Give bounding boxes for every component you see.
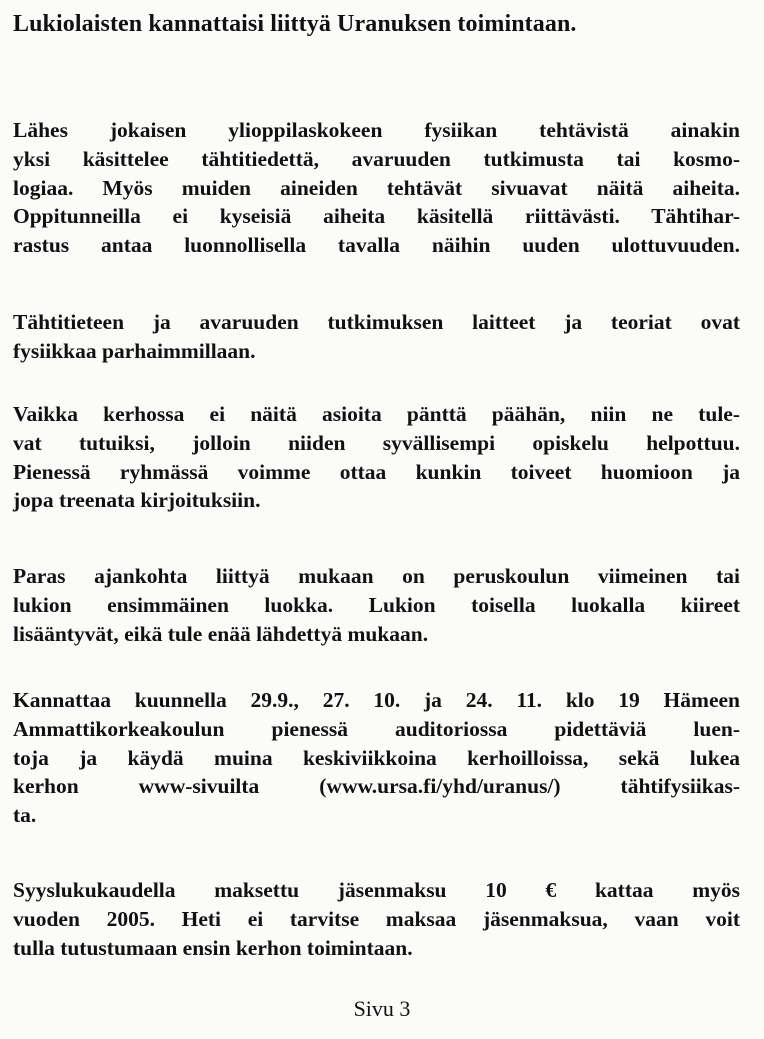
text-line: fysiikkaa parhaimmillaan. [13,338,256,363]
paragraph-club-learning [13,400,740,515]
text-line: lukion ensimmäinen luokka. Lukion toisella luokalla kiireet [13,592,740,617]
text-line: Paras ajankohta liittyä mukaan on peruskoulun viimeinen tai [13,564,740,588]
paragraph-lectures [13,686,740,830]
text-line: logiaa. Myös muiden aineiden tehtävät sivuavat näitä aiheita. [13,175,740,200]
text-line: Lähes jokaisen ylioppilaskokeen fysiikan tehtävistä ainakin [13,118,740,142]
text-line: Oppitunneilla ei kyseisiä aiheita käsitellä riittävästi. Tähtihar- [13,204,740,229]
paragraph-membership-fee [13,876,740,962]
text-line: vuoden 2005. Heti ei tarvitse maksaa jäsenmaksua, vaan voit [13,906,740,931]
text-line: Syyslukukaudella maksettu jäsenmaksu 10 € kattaa myös [13,878,740,902]
text-line: kerhon www-sivuilta (www.ursa.fi/yhd/uranus/) tähtifysiikas- [13,774,740,799]
text-line: yksi käsittelee tähtitiedettä, avaruuden tutkimusta tai kosmo- [13,146,740,171]
text-line: Tähtitieteen ja avaruuden tutkimuksen laitteet ja teoriat ovat [13,310,740,334]
paragraph-physics-best [13,308,740,366]
text-line: Ammattikorkeakoulun pienessä auditoriossa pidettäviä luen- [13,716,740,741]
text-line: jopa treenata kirjoituksiin. [13,488,261,513]
text-line: vat tutuiksi, jolloin niiden syvällisempi opiskelu helpottuu. [13,430,740,455]
paragraph-best-time [13,562,740,648]
page-number: Sivu 3 [353,996,411,1021]
text-line: Kannattaa kuunnella 29.9., 27. 10. ja 24. 11. klo 19 Hämeen [13,688,740,712]
text-line: rastus antaa luonnollisella tavalla näihin uuden ulottuvuuden. [13,233,740,258]
text-line: Pienessä ryhmässä voimme ottaa kunkin toiveet huomioon ja [13,459,740,484]
paragraph-physics-exam [13,116,740,260]
page-title: Lukiolaisten kannattaisi liittyä Uranuksen toimintaan. [13,11,577,37]
text-line: lisääntyvät, eikä tule enää lähdettyä mukaan. [13,621,429,646]
text-line: tulla tutustumaan ensin kerhon toimintaan. [13,935,413,960]
text-line: ta. [13,803,37,828]
text-line: Vaikka kerhossa ei näitä asioita pänttä päähän, niin ne tule- [13,402,740,426]
text-line: toja ja käydä muina keskiviikkoina kerhoilloissa, sekä lukea [13,745,740,770]
